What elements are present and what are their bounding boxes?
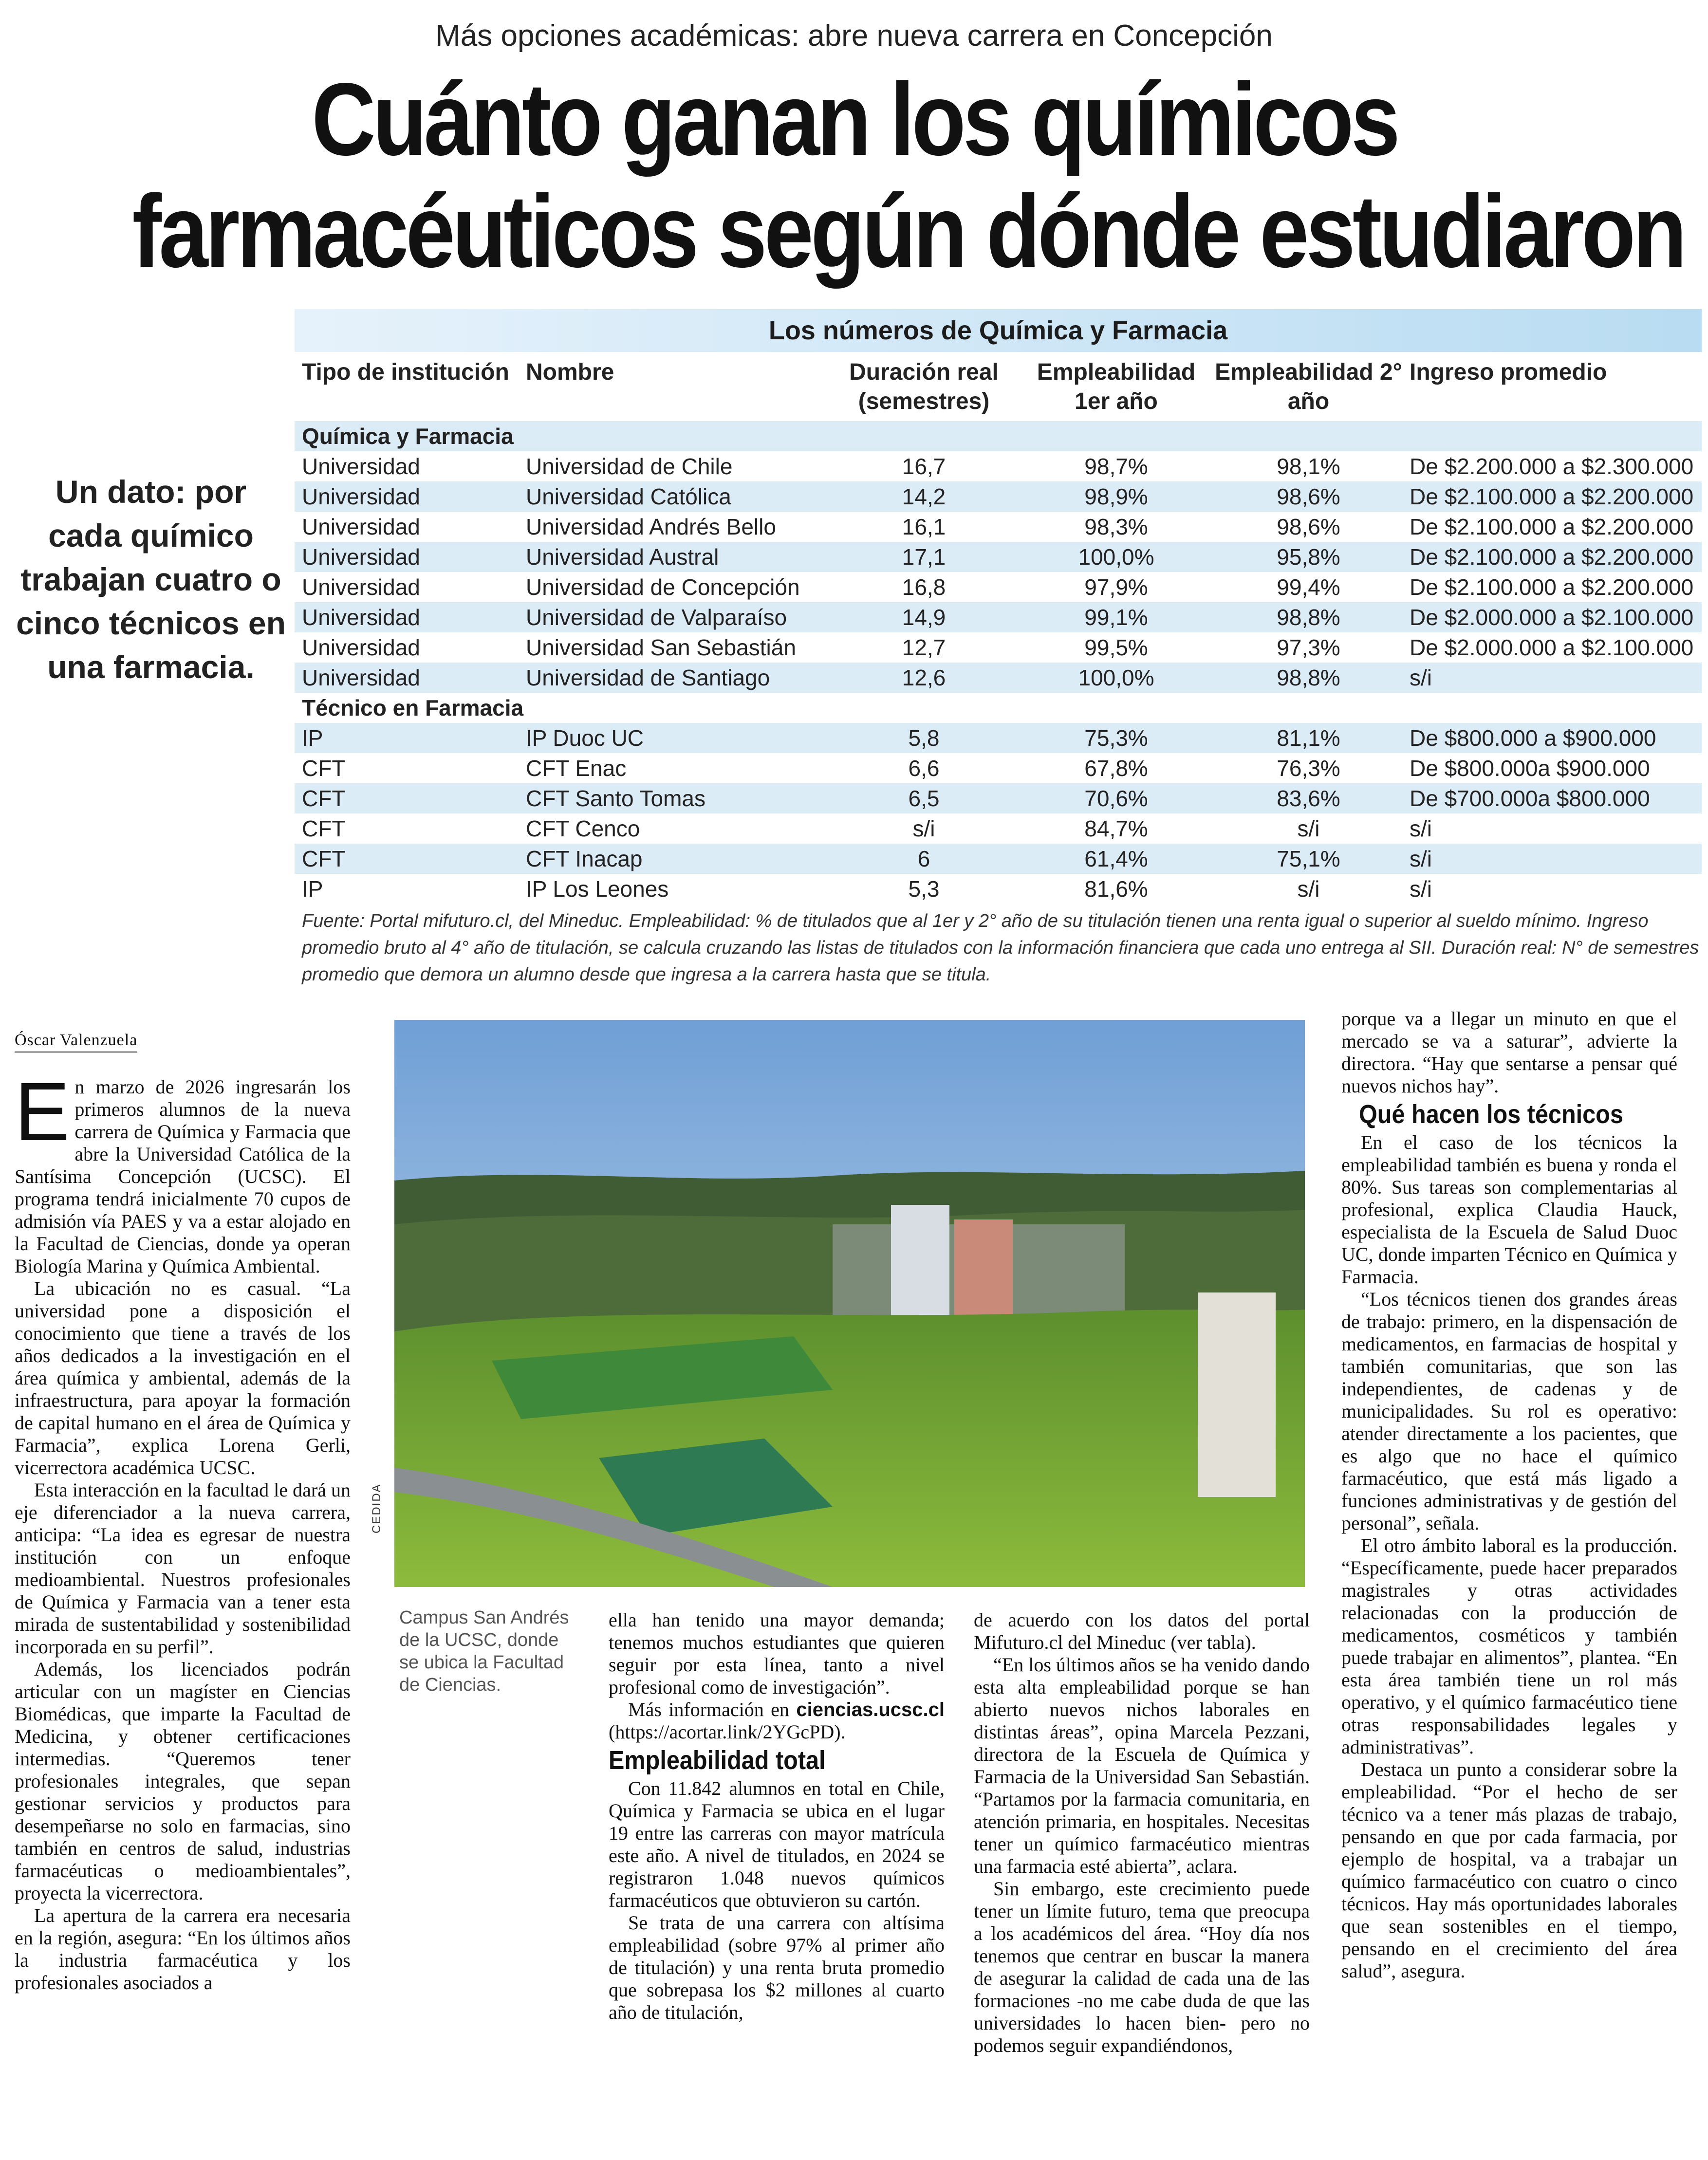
table-header-cell: Nombre <box>526 359 614 385</box>
paragraph: La apertura de la carrera era necesaria en la región, asegura: “En los últimos años la industria farmacéutica y los profesionales asociados a <box>15 1904 351 1994</box>
table-header-cell: Duración real (semestres) <box>849 359 999 414</box>
table-cell: De $2.100.000 a $2.200.000 <box>1410 574 1694 600</box>
table-cell: IP <box>302 876 323 902</box>
table-cell: 84,7% <box>1084 816 1148 841</box>
table-cell: CFT Inacap <box>526 846 643 871</box>
table-cell: s/i <box>912 816 935 841</box>
paragraph: de acuerdo con los datos del portal Mifuturo.cl del Mineduc (ver tabla). <box>974 1609 1310 1653</box>
table-cell: De $2.100.000 a $2.200.000 <box>1410 514 1694 539</box>
photo-credit: CEDIDA <box>370 1483 383 1533</box>
table-cell: s/i <box>1297 876 1320 902</box>
table-cell: Universidad Católica <box>526 484 731 509</box>
paragraph: “Los técnicos tienen dos grandes áreas de trabajo: primero, en la dispensación de medicamentos, en farmacias de hospital y también comunitarias, que son las independientes, de cadenas y de municipalidades. Su rol es operativo: atender directamente a los pacientes, que es algo que no hace el químico farmacéutico, que está más ligado a funciones administrativas y de gestión del personal”, señala. <box>1341 1288 1677 1534</box>
table-cell: 16,1 <box>902 514 946 539</box>
table-cell: 75,1% <box>1277 846 1340 871</box>
table-cell: Universidad <box>302 544 420 570</box>
article-column-3 <box>974 1609 1310 2057</box>
table-row <box>295 632 1702 663</box>
table-row <box>295 813 1702 844</box>
paragraph: Destaca un punto a considerar sobre la empleabilidad. “Por el hecho de ser técnico va a tener más plazas de trabajo, pensando en que por cada farmacia, por ejemplo de hospital, va a trabajar un químico farmacéutico con cuatro o cinco técnicos. Hay más oportunidades laborales que sean sostenibles en el tiempo, pensando en el crecimiento del área salud”, asegura. <box>1341 1758 1677 1982</box>
table-source-note: Fuente: Portal mifuturo.cl, del Mineduc. Empleabilidad: % de titulados que al 1er y 2° año de su titulación tienen una renta igual o superior al sueldo mínimo. Ingreso promedio bruto al 4° año de titulación, se calcula cruzando las listas de titulados con la información financiera que cada uno entrega al SII. Duración real: N° de semestres promedio que demora un alumno desde que ingresa a la carrera hasta que se titula. <box>302 911 1699 985</box>
table-section-label: Química y Farmacia <box>302 424 514 449</box>
table-row <box>295 844 1702 874</box>
campus-photo <box>394 1020 1305 1587</box>
table-section-row <box>295 693 1702 723</box>
table-cell: s/i <box>1297 816 1320 841</box>
table-header-cell: Empleabilidad 1er año <box>1037 359 1196 414</box>
table-cell: 16,7 <box>902 454 946 479</box>
subheading: Qué hacen los técnicos <box>1359 1100 1623 1129</box>
paragraph: La ubicación no es casual. “La universidad pone a disposición el conocimiento que tiene a través de los años dedicados a la investigación en el área química y ambiental, además de la infraestructura, para apoyar la formación de capital humano en el área de Química y Farmacia”, explica Lorena Gerli, vicerrectora académica UCSC. <box>15 1277 351 1478</box>
table-cell: IP Los Leones <box>526 876 669 902</box>
table-cell: 98,6% <box>1277 514 1340 539</box>
table-row <box>295 663 1702 693</box>
photo-caption: Campus San Andrés de la UCSC, donde se ubica la Facultad de Ciencias. <box>399 1607 569 1695</box>
table-cell: Universidad <box>302 574 420 600</box>
table-cell: De $800.000 a $900.000 <box>1410 725 1656 751</box>
paragraph: En el caso de los técnicos la empleabilidad también es buena y ronda el 80%. Sus tareas son complementarias al profesional, explica Claudia Hauck, especialista de la Escuela de Salud Duoc UC, donde imparten Técnico en Química y Farmacia. <box>1341 1131 1677 1288</box>
paragraph: Se trata de una carrera con altísima empleabilidad (sobre 97% al primer año de titulación) y una renta bruta promedio que sobrepasa los $2 millones al cuarto año de titulación, <box>609 1912 945 2023</box>
table-cell: CFT Cenco <box>526 816 640 841</box>
table-cell: s/i <box>1410 846 1432 871</box>
table-cell: 6 <box>917 846 930 871</box>
table-cell: 98,8% <box>1277 665 1340 690</box>
table-cell: CFT Enac <box>526 756 627 781</box>
paragraph: Además, los licenciados podrán articular con un magíster en Ciencias Biomédicas, que imparte la Facultad de Medicina, y obtener certificaciones intermedias. “Queremos tener profesionales integrales, que sepan gestionar servicios y productos para desempeñarse no solo en farmacias, sino también en centros de salud, industrias farmacéuticas o medioambientales”, proyecta la vicerrectora. <box>15 1658 351 1904</box>
table-cell: s/i <box>1410 665 1432 690</box>
paragraph: porque va a llegar un minuto en que el mercado se va a saturar”, advierte la directora. “Hay que sentarse a pensar qué nuevos nichos hay”. <box>1341 1008 1677 1097</box>
table-row <box>295 783 1702 813</box>
paragraph: “En los últimos años se ha venido dando esta alta empleabilidad porque se han abierto nuevos nichos laborales en distintas áreas”, opina Marcela Pezzani, directora de la Escuela de Química y Farmacia de la Universidad San Sebastián. “Partamos por la farmacia comunitaria, en atención primaria, en hospitales. Necesitas tener un químico farmacéutico mientras una farmacia esté abierta”, aclara. <box>974 1654 1310 1877</box>
table-cell: 95,8% <box>1277 544 1340 570</box>
paragraph: En marzo de 2026 ingresarán los primeros alumnos de la nueva carrera de Química y Farmacia que abre la Universidad Católica de la Santísima Concepción (UCSC). El programa tendrá inicialmente 70 cupos de admisión vía PAES y va a estar alojado en la Facultad de Ciencias, donde ya operan Biología Marina y Química Ambiental. <box>15 1066 351 1277</box>
table-title: Los números de Química y Farmacia <box>295 309 1702 352</box>
table-cell: Universidad <box>302 514 420 539</box>
data-table <box>295 309 1702 988</box>
table-header-cell: Empleabilidad 2° año <box>1215 359 1402 414</box>
table-cell: 98,1% <box>1277 454 1340 479</box>
table-cell: 100,0% <box>1078 665 1154 690</box>
table-cell: s/i <box>1410 816 1432 841</box>
kicker: Más opciones académicas: abre nueva carrera en Concepción <box>435 19 1273 53</box>
table-cell: 98,6% <box>1277 484 1340 509</box>
table-cell: 83,6% <box>1277 786 1340 811</box>
table-cell: 12,6 <box>902 665 946 690</box>
table-cell: 12,7 <box>902 635 946 660</box>
headline <box>132 61 1684 289</box>
article-column-1 <box>15 1066 351 1994</box>
table-cell: 14,9 <box>902 605 946 630</box>
table-cell: 97,9% <box>1084 574 1148 600</box>
table-row <box>295 481 1702 512</box>
table-cell: 16,8 <box>902 574 946 600</box>
table-cell: 76,3% <box>1277 756 1340 781</box>
table-cell: Universidad de Chile <box>526 454 733 479</box>
table-cell: Universidad <box>302 665 420 690</box>
table-cell: Universidad Austral <box>526 544 719 570</box>
table-cell: Universidad San Sebastián <box>526 635 796 660</box>
table-cell: De $2.100.000 a $2.200.000 <box>1410 484 1694 509</box>
table-cell: 75,3% <box>1084 725 1148 751</box>
table-cell: s/i <box>1410 876 1432 902</box>
table-cell: Universidad Andrés Bello <box>526 514 776 539</box>
table-section-label: Técnico en Farmacia <box>302 695 524 720</box>
table-row <box>295 874 1702 904</box>
table-header-cell: Ingreso promedio <box>1410 359 1607 385</box>
paragraph: Sin embargo, este crecimiento puede tener un límite futuro, tema que preocupa a los académicos del área. “Hoy día nos tenemos que centrar en buscar la manera de asegurar la calidad de cada una de las formaciones -no me cabe duda de que las universidades lo hacen bien- pero no podemos seguir expandiéndonos, <box>974 1878 1310 2056</box>
table-row <box>295 542 1702 572</box>
table-row <box>295 512 1702 542</box>
table-cell: 99,5% <box>1084 635 1148 660</box>
table-row <box>295 451 1702 481</box>
table-cell: Universidad de Concepción <box>526 574 800 600</box>
table-cell: De $2.100.000 a $2.200.000 <box>1410 544 1694 570</box>
article-column-2 <box>609 1609 945 2024</box>
table-cell: 17,1 <box>902 544 946 570</box>
table-cell: IP <box>302 725 323 751</box>
table-cell: De $2.000.000 a $2.100.000 <box>1410 605 1694 630</box>
table-cell: 5,8 <box>908 725 940 751</box>
paragraph: ella han tenido una mayor demanda; tenemos muchos estudiantes que quieren seguir por esta línea, tanto a nivel profesional como de investigación”. <box>609 1609 945 1698</box>
table-section-row <box>295 421 1702 451</box>
table-cell: CFT <box>302 816 346 841</box>
paragraph: Esta interacción en la facultad le dará un eje diferenciador a la nueva carrera, anticipa: “La idea es egresar de nuestra institución con un enfoque medioambiental. Nuestros profesionales de Química y Farmacia van a tener esta mirada de sustentabilidad y sostenibilidad incorporada en su perfil”. <box>15 1479 351 1658</box>
table-cell: De $800.000a $900.000 <box>1410 756 1650 781</box>
table-cell: 98,7% <box>1084 454 1148 479</box>
table-row <box>295 753 1702 783</box>
table-cell: 100,0% <box>1078 544 1154 570</box>
table-cell: Universidad de Valparaíso <box>526 605 787 630</box>
table-cell: 97,3% <box>1277 635 1340 660</box>
table-cell: 6,5 <box>908 786 940 811</box>
table-body <box>295 421 1702 904</box>
table-cell: 98,3% <box>1084 514 1148 539</box>
table-cell: 6,6 <box>908 756 940 781</box>
table-cell: Universidad <box>302 605 420 630</box>
table-header-row <box>295 352 1702 421</box>
table-cell: 99,4% <box>1277 574 1340 600</box>
table-cell: De $2.000.000 a $2.100.000 <box>1410 635 1694 660</box>
table-row <box>295 572 1702 602</box>
table-cell: De $700.000a $800.000 <box>1410 786 1650 811</box>
table-cell: De $2.200.000 a $2.300.000 <box>1410 454 1694 479</box>
table-cell: 81,6% <box>1084 876 1148 902</box>
paragraph: El otro ámbito laboral es la producción. “Específicamente, puede hacer preparados magistrales y otras actividades relacionadas con la producción de medicamentos, cosméticos y también puede trabajar en alimentos”, plantea. “En esta área también tiene un rol más operativo, y el químico farmacéutico tiene otras responsabilidades legales y administrativas”. <box>1341 1534 1677 1758</box>
table-cell: 70,6% <box>1084 786 1148 811</box>
table-cell: 14,2 <box>902 484 946 509</box>
table-cell: Universidad <box>302 454 420 479</box>
table-cell: 98,9% <box>1084 484 1148 509</box>
table-cell: CFT Santo Tomas <box>526 786 706 811</box>
headline-line-2: farmacéuticos según dónde estudiaron <box>132 173 1684 289</box>
website-link[interactable]: ciencias.ucsc.cl <box>796 1699 945 1720</box>
table-cell: 81,1% <box>1277 725 1340 751</box>
table-row <box>295 602 1702 632</box>
table-cell: Universidad <box>302 635 420 660</box>
table-cell: CFT <box>302 846 346 871</box>
subheading: Empleabilidad total <box>609 1746 826 1775</box>
table-cell: IP Duoc UC <box>526 725 644 751</box>
article-column-4 <box>1341 1008 1677 1982</box>
paragraph: Más información en ciencias.ucsc.cl (https://acortar.link/2YGcPD). <box>609 1698 945 1743</box>
pull-quote: Un dato: por cada químico trabajan cuatro o cinco técnicos en una farmacia. <box>16 474 286 685</box>
table-cell: 5,3 <box>908 876 940 902</box>
table-cell: CFT <box>302 786 346 811</box>
table-header-cell: Tipo de institución <box>302 359 509 385</box>
table-row <box>295 723 1702 753</box>
table-cell: Universidad de Santiago <box>526 665 770 690</box>
paragraph: Con 11.842 alumnos en total en Chile, Química y Farmacia se ubica en el lugar 19 entre las carreras con mayor matrícula este año. A nivel de titulados, en 2024 se registraron 1.048 nuevos químicos farmacéuticos que obtuvieron su cartón. <box>609 1777 945 1911</box>
table-cell: 61,4% <box>1084 846 1148 871</box>
table-cell: 67,8% <box>1084 756 1148 781</box>
headline-line-1: Cuánto ganan los químicos <box>311 61 1397 177</box>
drop-cap: E <box>15 1066 70 1158</box>
byline: Óscar Valenzuela <box>15 1031 137 1052</box>
table-cell: 98,8% <box>1277 605 1340 630</box>
table-cell: Universidad <box>302 484 420 509</box>
table-cell: 99,1% <box>1084 605 1148 630</box>
table-cell: CFT <box>302 756 346 781</box>
